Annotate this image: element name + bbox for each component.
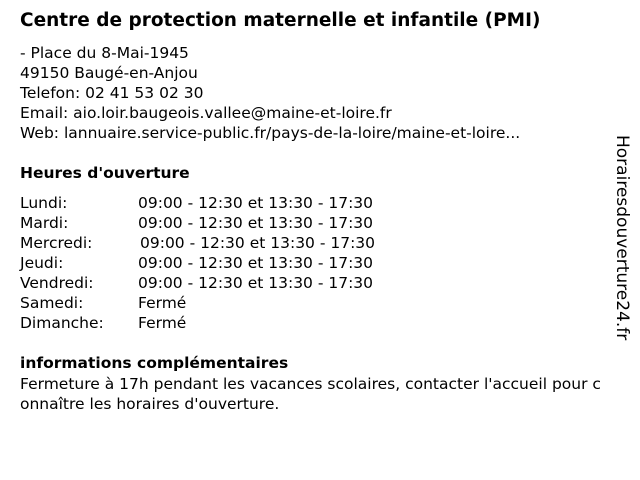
phone-line: Telefon: 02 41 53 02 30 — [20, 84, 204, 102]
day-label: Vendredi: — [20, 274, 94, 292]
side-watermark: Horairesdouverture24.fr — [612, 135, 632, 341]
day-label: Mercredi: — [20, 234, 93, 252]
day-hours: 09:00 - 12:30 et 13:30 - 17:30 — [140, 234, 376, 252]
day-hours: 09:00 - 12:30 et 13:30 - 17:30 — [138, 194, 374, 212]
day-label: Lundi: — [20, 194, 68, 212]
page-title: Centre de protection maternelle et infantile (PMI) — [20, 10, 541, 31]
day-hours: Fermé — [138, 314, 187, 332]
day-label: Mardi: — [20, 214, 69, 232]
day-label: Samedi: — [20, 294, 84, 312]
info-text: Fermeture à 17h pendant les vacances scolaires, contacter l'accueil pour connaître les horaires d'ouverture. — [20, 375, 601, 413]
day-hours: 09:00 - 12:30 et 13:30 - 17:30 — [138, 214, 374, 232]
day-hours: 09:00 - 12:30 et 13:30 - 17:30 — [138, 274, 374, 292]
day-label: Jeudi: — [20, 254, 64, 272]
hours-heading: Heures d'ouverture — [20, 164, 190, 182]
web-line: Web: lannuaire.service-public.fr/pays-de-la-loire/maine-et-loire... — [20, 124, 521, 142]
day-hours: Fermé — [138, 294, 187, 312]
email-line: Email: aio.loir.baugeois.vallee@maine-et-loire.fr — [20, 104, 392, 122]
info-heading: informations complémentaires — [20, 354, 289, 372]
contact-block — [20, 43, 520, 143]
day-label: Dimanche: — [20, 314, 104, 332]
day-hours: 09:00 - 12:30 et 13:30 - 17:30 — [138, 254, 374, 272]
city-line: 49150 Baugé-en-Anjou — [20, 64, 198, 82]
address-line: - Place du 8-Mai-1945 — [20, 44, 189, 62]
